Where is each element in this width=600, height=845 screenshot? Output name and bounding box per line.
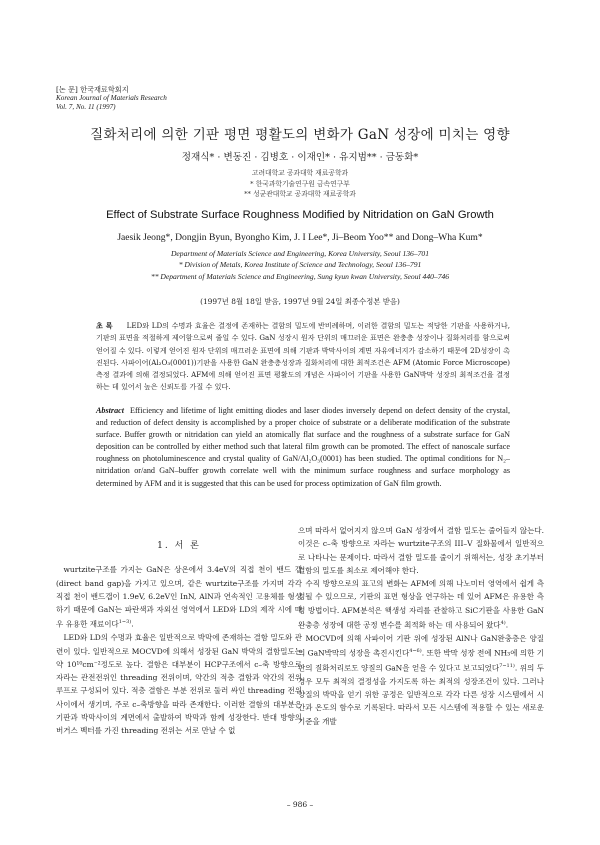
intro-p4-text-a: MOCVD에 의해 사파이어 기판 위에 성장된 AlN나 GaN완충층은 양질의 GaN박막의 성장을 촉진시킨다: [298, 633, 544, 658]
journal-header: [56, 85, 167, 113]
authors-korean: 정재식* · 변동진 · 김병호 · 이재인* · 유지범** · 금동화*: [181, 152, 419, 163]
abstract-english: [96, 405, 510, 490]
affiliation-ko-3: ** 성균관대학교 공과대학 재료공학과: [244, 190, 356, 198]
intro-p4-ref-a: 4~6): [409, 648, 422, 655]
abstract-ko-text: LED와 LD의 수명과 효율은 결정에 존재하는 결함의 밀도에 반비례하며, 이러한 결함의 밀도는 적당한 기판을 사용하거나, 기판의 표면을 적절하게 제어함으로써 줄일 수 있다. GaN 성장시 원자 단위의 매끄러운 표면은 완충층 성장이나 질화처리를 함으로써 얻어질 수 있다. 이렇게 얻어진 원자 단위의 매끄러운 표면에 의해 기판과 박막사이의 계면 자유에너지가 감소하기 때문에 2D성장이 촉진된다. 사파이어(Al₂O₃(0001))기판을 사용한 GaN 완충층성장과 질화처리에 대한 최적조건은 AFM (Atomic Force Microscope) 측정 결과에 의해 결정되었다. AFM에 의해 얻어진 표면 평활도의 개념은 사파이어 기판을 사용한 GaN박막 성장의 최적조건을 결정하는 데 있어서 높은 신뢰도를 가질 수 있다.: [96, 321, 510, 392]
body-column-right: [298, 524, 544, 728]
intro-p1-ref: 1~3): [118, 619, 132, 626]
affiliation-en-2: * Division of Metals, Korea Institute of Science and Technology, Seoul 136–791: [178, 260, 422, 270]
abstract-en-label: Abstract: [96, 406, 124, 415]
title-korean: 질화처리에 의한 기판 평면 평활도의 변화가 GaN 성장에 미치는 영향: [90, 127, 510, 143]
journal-name-en: Korean Journal of Materials Research: [56, 94, 167, 103]
intro-paragraph-2-cont: 으며 따라서 없어지지 않으며 GaN 성장에서 결함 밀도는 줄어들지 않는다. 이것은 c–축 방향으로 자라는 wurtzite구조의 III–V 질화물에서 일반적으로 나타나는 문제이다. 따라서 결함 밀도를 줄이기 위해서는, 성장 초기부터 결함의 밀도를 최소로 제어해야 한다.: [298, 526, 544, 575]
intro-paragraph-2: LED와 LD의 수명과 효율은 일반적으로 박막에 존재하는 결함 밀도와 관련이 있다. 일반적으로 MOCVD에 의해서 성장된 GaN 박막의 결함밀도는 약 10¹⁰cm⁻²정도로 높다. 결함은 대부분이 HCP구조에서 c–축 방향으로 자라는 관전전위인 threading 전위이며, 약간의 적층 결함과 약간의 전위 루프로 구성되어 있다. 적층 결함은 부분 전위로 둘러 싸인 threading 전위사이에서 생기며, 주로 c–축방향을 따라 존재한다. 이러한 결함의 대부분은 기판과 박막사이의 계면에서 출발하여 박막과 함께 성장한다. 반대 방향의 버거스 벡터를 가진 threading 전위는 서로 만날 수 없: [56, 633, 302, 736]
journal-volume: Vol. 7, No. 11 (1997): [56, 103, 116, 112]
affiliation-ko-1: 고려대학교 공과대학 재료공학과: [251, 169, 349, 177]
affiliation-ko-2: * 한국과학기술연구원 금속연구부: [250, 179, 350, 188]
intro-p4-text-c: . 위의 두 경우 모두 최적의 결정성을 가지도록 하는 최적의 성장조건이 있다. 그러나 양질의 박막을 얻기 위한 공정은 일반적으로 각각 다른 성장 시스템에서 시간과 온도의 함수로 기록된다. 따라서 모든 시스템에 적용할 수 있는 새로운 기준을 개발: [298, 663, 544, 726]
abstract-en-text: Efficiency and lifetime of light emitting diodes and laser diodes inversely depend on defect density of the crystal, and reduction of defect density is accomplished by a proper choice of substrate or a deliberate modification of the substrate surface. Buffer growth or nitridation can yield an atomically flat surface and the roughness of a substrate surface for GaN deposition can be controlled by either method such that lateral film growth can be promoted. The effect of nanoscale surface roughness on photoluminescence and crystal quality of GaN/Al₂O₃(0001) has been studied. The optimal conditions for N₂–nitridation or/and GaN–buffer growth correlate well with the minimum surface roughness and surface morphology as determined by AFM and it is suggested that this can be used for process optimization of GaN film growth.: [96, 406, 510, 488]
intro-p1-text: wurtzite구조를 가지는 GaN은 상온에서 3.4eV의 직접 천이 밴드 갭(direct band gap)을 가지고 있으며, 같은 wurtzite구조를 가지며 각각 직접 천이 밴드갭이 1.9eV, 6.2eV인 InN, AlN과 연속적인 고용체를 형성하기 때문에 GaN는 파란색과 자외선 영역에서 LED와 LD의 제작 시에 매우 유용한 재료이다: [56, 565, 302, 629]
intro-p4-text-b: . 또한 박막 성장 전에 NH₃에 의한 기판의 질화처리로도 양질의 GaN을 얻을 수 있다고 보고되었다: [298, 648, 544, 673]
title-english: Effect of Substrate Surface Roughness Modified by Nitridation on GaN Growth: [106, 209, 494, 221]
intro-p3-ref: 4): [500, 620, 506, 627]
intro-paragraph-1: wurtzite구조를 가지는 GaN은 상온에서 3.4eV의 직접 천이 밴드 갭(direct band gap)을 가지고 있으며, 같은 wurtzite구조를 가지며 각각 직접 천이 밴드갭이 1.9eV, 6.2eV인 InN, AlN과 연속적인 고용체를 형성하기 때문에 GaN는 파란색과 자외선 영역에서 LED와 LD의 제작 시에 매우 유용한 재료이다$^{1\sim 3)}$.: [56, 565, 302, 629]
intro-paragraph-4: [298, 632, 544, 728]
page-number: – 986 –: [286, 800, 314, 809]
abstract-korean: [96, 320, 510, 394]
journal-tag: [논 문] 한국재료학회지: [56, 85, 129, 94]
received-dates: (1997년 8월 18일 받음, 1997년 9월 24일 최종수정본 받음): [200, 297, 400, 306]
affiliations-korean: [0, 168, 600, 200]
affiliation-en-1: Department of Materials Science and Engineering, Korea University, Seoul 136–701: [170, 249, 430, 258]
body-column-left: [56, 526, 302, 738]
section-heading-introduction: 1. 서 론: [157, 541, 201, 551]
affiliation-en-3: ** Department of Materials Science and Engineering, Sung kyun kwan University, Seoul 440–746: [150, 271, 450, 281]
abstract-ko-label: 초 록: [96, 321, 113, 330]
authors-english: Jaesik Jeong*, Dongjin Byun, Byongho Kim, J. I Lee*, Ji–Beom Yoo** and Dong–Wha Kum*: [117, 232, 483, 243]
affiliations-english: [0, 248, 600, 282]
intro-p3-text: 수직 방향으로의 표고의 변화는 AFM에 의해 나노미터 영역에서 쉽게 측정될 수 있으므로, 기판의 표면 형상을 연구하는 데 있어 AFM은 유용한 측정 방법이다. AFM분석은 핵생성 자리를 관찰하고 SiC기판을 사용한 GaN 완충층 성장에 대한 공정 변수를 최적화 하는 데 사용되어 왔다: [298, 579, 544, 630]
intro-p4-ref-b: 7~11): [499, 662, 515, 669]
intro-paragraph-3: 수직 방향으로의 표고의 변화는 AFM에 의해 나노미터 영역에서 쉽게 측정될 수 있으므로, 기판의 표면 형상을 연구하는 데 있어 AFM은 유용한 측정 방법이다. AFM분석은 핵생성 자리를 관찰하고 SiC기판을 사용한 GaN 완충층 성장에 대한 공정 변수를 최적화 하는 데 사용되어 왔다$^{4)}$.: [298, 579, 544, 630]
